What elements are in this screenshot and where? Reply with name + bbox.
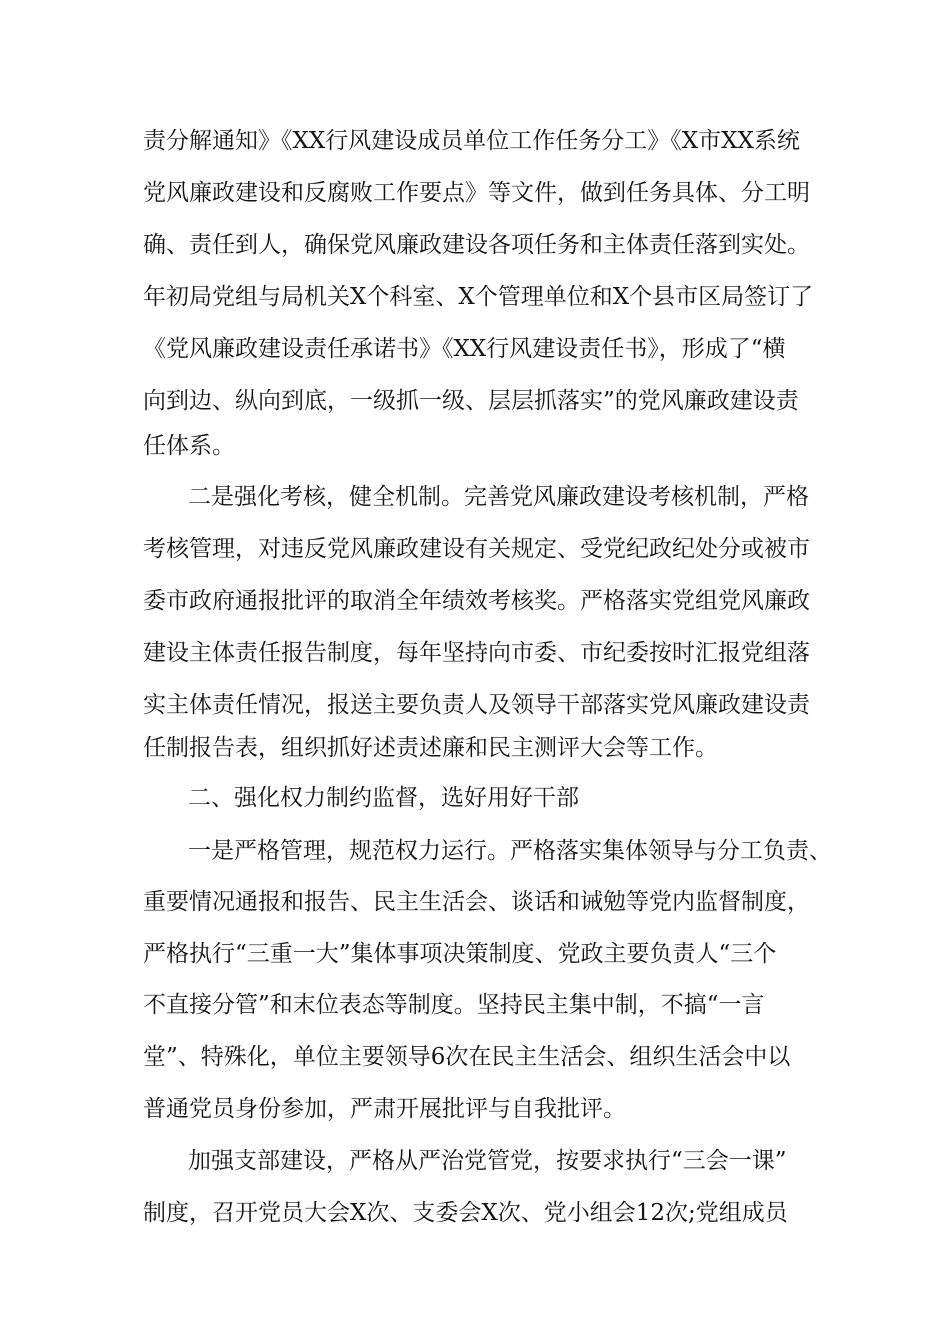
paragraph-first-line: 加强支部建设，严格从严治党管党，按要求执行“三会一课” bbox=[188, 1148, 787, 1174]
text-line: 实主体责任情况，报送主要负责人及领导干部落实党风廉政建设责 bbox=[143, 692, 810, 718]
text-line: 建设主体责任报告制度，每年坚持向市委、市纪委按时汇报党组落 bbox=[143, 640, 810, 666]
text-line: 考核管理，对违反党风廉政建设有关规定、受党纪政纪处分或被市 bbox=[143, 536, 810, 562]
section-heading: 二、强化权力制约监督，选好用好干部 bbox=[188, 785, 579, 811]
text-line: 确、责任到人，确保党风廉政建设各项任务和主体责任落到实处。 bbox=[143, 232, 810, 258]
text-line: 堂”、特殊化，单位主要领导6次在民主生活会、组织生活会中以 bbox=[143, 1044, 791, 1070]
text-line: 责分解通知》《XX行风建设成员单位工作任务分工》《X市XX系统 bbox=[143, 128, 800, 154]
text-line: 严格执行“三重一大”集体事项决策制度、党政主要负责人“三个 bbox=[143, 941, 777, 967]
text-line: 不直接分管”和末位表态等制度。坚持民主集中制，不搞“一言 bbox=[143, 992, 765, 1018]
text-line: 制度，召开党员大会X次、支委会X次、党小组会12次;党组成员 bbox=[143, 1200, 788, 1226]
text-line: 《党风廉政建设责任承诺书》《XX行风建设责任书》，形成了“横 bbox=[143, 336, 786, 362]
text-line: 普通党员身份参加，严肃开展批评与自我批评。 bbox=[143, 1096, 626, 1122]
text-line: 年初局党组与局机关X个科室、X个管理单位和X个县市区局签订了 bbox=[143, 284, 814, 310]
text-line: 党风廉政建设和反腐败工作要点》等文件，做到任务具体、分工明 bbox=[143, 180, 810, 206]
paragraph-first-line: 二是强化考核，健全机制。完善党风廉政建设考核机制，严格 bbox=[188, 484, 809, 510]
text-line: 向到边、纵向到底，一级抓一级、层层抓落实”的党风廉政建设责 bbox=[143, 388, 799, 414]
text-line: 任体系。 bbox=[143, 433, 235, 459]
paragraph-first-line: 一是严格管理，规范权力运行。严格落实集体领导与分工负责、 bbox=[188, 838, 832, 864]
text-line: 任制报告表，组织抓好述责述廉和民主测评大会等工作。 bbox=[143, 735, 718, 761]
text-line: 重要情况通报和报告、民主生活会、谈话和诫勉等党内监督制度， bbox=[143, 889, 810, 915]
text-line: 委市政府通报批评的取消全年绩效考核奖。严格落实党组党风廉政 bbox=[143, 588, 810, 614]
